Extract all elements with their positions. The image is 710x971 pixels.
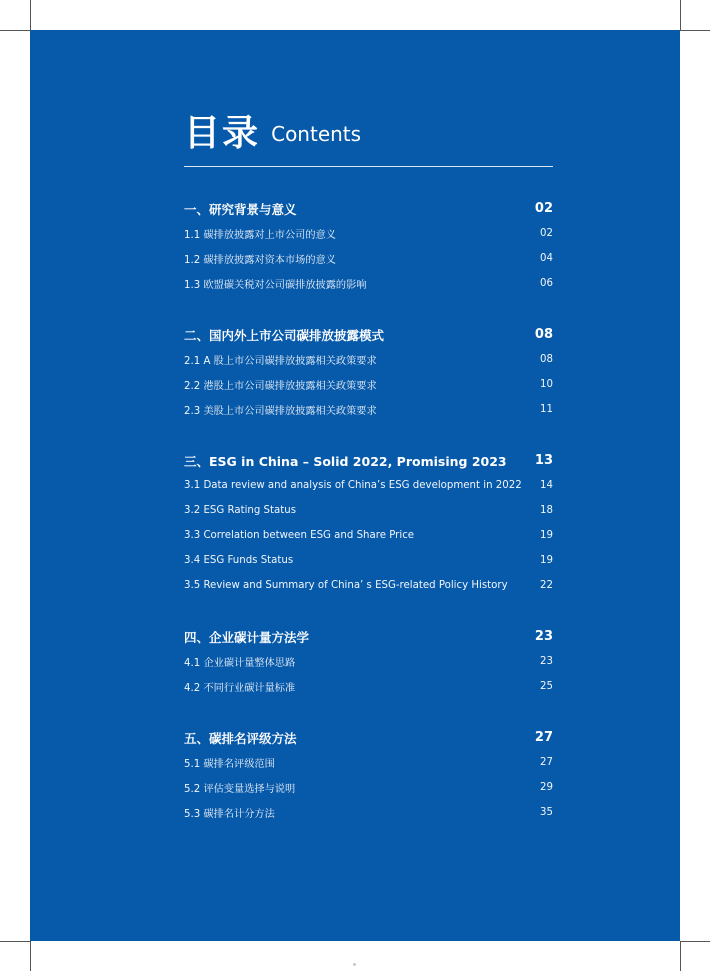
toc-entry[interactable] (184, 347, 553, 372)
toc-entry[interactable] (184, 750, 553, 775)
crop-mark (680, 941, 710, 942)
entry-label: 2.1 A 股上市公司碳排放披露相关政策要求 (184, 356, 377, 367)
toc-entry[interactable] (184, 397, 553, 422)
section-title: 二、国内外上市公司碳排放披露模式 (184, 327, 385, 343)
toc-section-heading[interactable] (184, 448, 553, 473)
entry-page-number: 25 (540, 681, 553, 692)
entry-label: 1.3 欧盟碳关税对公司碳排放披露的影响 (184, 280, 367, 291)
section-title: 三、ESG in China – Solid 2022, Promising 2023 (184, 453, 507, 469)
toc-entry[interactable] (184, 523, 553, 548)
entry-page-number: 02 (540, 228, 553, 239)
toc-entry[interactable] (184, 548, 553, 573)
entry-page-number: 35 (540, 807, 553, 818)
section-page-number: 13 (534, 453, 553, 468)
toc-section-heading[interactable] (184, 725, 553, 750)
entry-page-number: 23 (540, 656, 553, 667)
toc-entry[interactable] (184, 498, 553, 523)
entry-label: 1.2 碳排放披露对资本市场的意义 (184, 255, 336, 266)
toc-section (184, 725, 553, 825)
entry-label: 5.2 评估变量选择与说明 (184, 784, 296, 795)
entry-label: 3.4 ESG Funds Status (184, 555, 294, 566)
entry-page-number: 04 (540, 253, 553, 264)
toc-entry[interactable] (184, 271, 553, 296)
page-title (184, 114, 554, 154)
toc-entry[interactable] (184, 573, 553, 598)
entry-label: 5.3 碳排名计分方法 (184, 809, 275, 820)
entry-label: 4.1 企业碳计量整体思路 (184, 658, 296, 669)
entry-page-number: 18 (540, 505, 553, 516)
toc-section-heading[interactable] (184, 322, 553, 347)
section-page-number: 02 (534, 201, 553, 216)
crop-mark (0, 30, 30, 31)
entry-page-number: 22 (540, 580, 553, 591)
crop-mark (0, 941, 30, 942)
section-page-number: 23 (534, 629, 553, 644)
toc-entry[interactable] (184, 674, 553, 699)
table-of-contents (184, 196, 553, 851)
toc-section (184, 196, 553, 296)
toc-entry[interactable] (184, 649, 553, 674)
entry-page-number: 19 (540, 530, 553, 541)
entry-label: 1.1 碳排放披露对上市公司的意义 (184, 230, 336, 241)
entry-page-number: 14 (540, 480, 553, 491)
entry-label: 4.2 不同行业碳计量标准 (184, 683, 296, 694)
crop-mark (680, 30, 710, 31)
section-title: 四、企业碳计量方法学 (184, 629, 310, 645)
toc-entry[interactable] (184, 473, 553, 498)
toc-entry[interactable] (184, 221, 553, 246)
crop-mark (30, 0, 31, 30)
toc-section-heading[interactable] (184, 196, 553, 221)
entry-label: 2.3 美股上市公司碳排放披露相关政策要求 (184, 406, 377, 417)
section-title: 五、碳排名评级方法 (184, 730, 297, 746)
toc-entry[interactable] (184, 372, 553, 397)
section-page-number: 27 (534, 730, 553, 745)
toc-section (184, 322, 553, 422)
toc-section (184, 448, 553, 598)
entry-label: 3.2 ESG Rating Status (184, 505, 297, 516)
toc-section (184, 624, 553, 699)
entry-label: 3.1 Data review and analysis of China’s ESG development in 2022 (184, 480, 522, 491)
entry-label: 3.3 Correlation between ESG and Share Price (184, 530, 415, 541)
entry-page-number: 11 (540, 404, 553, 415)
entry-page-number: 08 (540, 354, 553, 365)
toc-section-heading[interactable] (184, 624, 553, 649)
entry-label: 2.2 港股上市公司碳排放披露相关政策要求 (184, 381, 377, 392)
entry-page-number: 10 (540, 379, 553, 390)
title-english: Contents (271, 122, 362, 146)
crop-mark (30, 941, 31, 971)
section-page-number: 08 (534, 327, 553, 342)
entry-page-number: 06 (540, 278, 553, 289)
entry-page-number: 29 (540, 782, 553, 793)
toc-entry[interactable] (184, 246, 553, 271)
entry-page-number: 27 (540, 757, 553, 768)
footer-dot (353, 963, 356, 966)
title-chinese: 目录 (184, 113, 261, 154)
entry-label: 3.5 Review and Summary of China’ s ESG-related Policy History (184, 580, 508, 591)
toc-entry[interactable] (184, 775, 553, 800)
title-divider (184, 166, 553, 167)
entry-page-number: 19 (540, 555, 553, 566)
section-title: 一、研究背景与意义 (184, 201, 297, 217)
entry-label: 5.1 碳排名评级范围 (184, 759, 275, 770)
crop-mark (680, 941, 681, 971)
toc-entry[interactable] (184, 800, 553, 825)
crop-mark (680, 0, 681, 30)
